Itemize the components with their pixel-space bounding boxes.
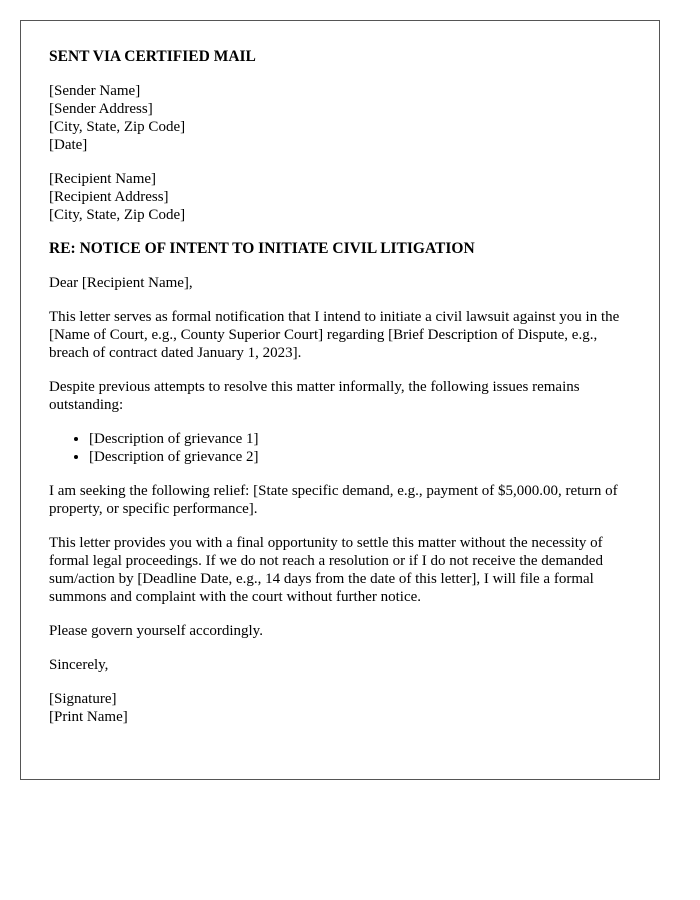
final-opportunity-paragraph: This letter provides you with a final opportunity to settle this matter without the necessity of formal legal proceedings. If we do not reach a resolution or if I do not receive the demanded sum/action by [Deadline Date, e.g., 14 days from the date of this letter], I will file a formal summons and complaint with the court without further notice. [49, 535, 603, 605]
valediction: Sincerely, [49, 657, 109, 673]
recipient-block [49, 170, 631, 224]
outstanding-issues-paragraph: Despite previous attempts to resolve this matter informally, the following issues remains outstanding: [49, 379, 580, 413]
sender-address: [Sender Address] [49, 101, 153, 117]
sender-name: [Sender Name] [49, 83, 141, 99]
letter-date: [Date] [49, 137, 88, 153]
intent-paragraph: This letter serves as formal notification that I intend to initiate a civil lawsuit against you in the [Name of Court, e.g., County Superior Court] regarding [Brief Description of Dispute, e.g., breach of contract dated January 1, 2023]. [49, 309, 620, 361]
letter-document [20, 20, 660, 780]
grievance-list [49, 430, 631, 466]
closing-remark: Please govern yourself accordingly. [49, 623, 263, 639]
grievance-item: • [Description of grievance 1] [89, 430, 631, 448]
relief-paragraph: I am seeking the following relief: [State specific demand, e.g., payment of $5,000.00, return of property, or specific performance]. [49, 483, 618, 517]
subject-line: RE: NOTICE OF INTENT TO INITIATE CIVIL LITIGATION [49, 240, 475, 257]
sender-city-state-zip: [City, State, Zip Code] [49, 119, 186, 135]
signature: [Signature] [49, 691, 117, 707]
grievance-item: • [Description of grievance 2] [89, 448, 631, 466]
sender-block [49, 82, 631, 154]
signature-block [49, 690, 631, 726]
recipient-name: [Recipient Name] [49, 171, 157, 187]
salutation: Dear [Recipient Name], [49, 275, 193, 291]
recipient-address: [Recipient Address] [49, 189, 169, 205]
print-name: [Print Name] [49, 709, 128, 725]
mailing-notice: SENT VIA CERTIFIED MAIL [49, 48, 256, 65]
recipient-city-state-zip: [City, State, Zip Code] [49, 207, 186, 223]
